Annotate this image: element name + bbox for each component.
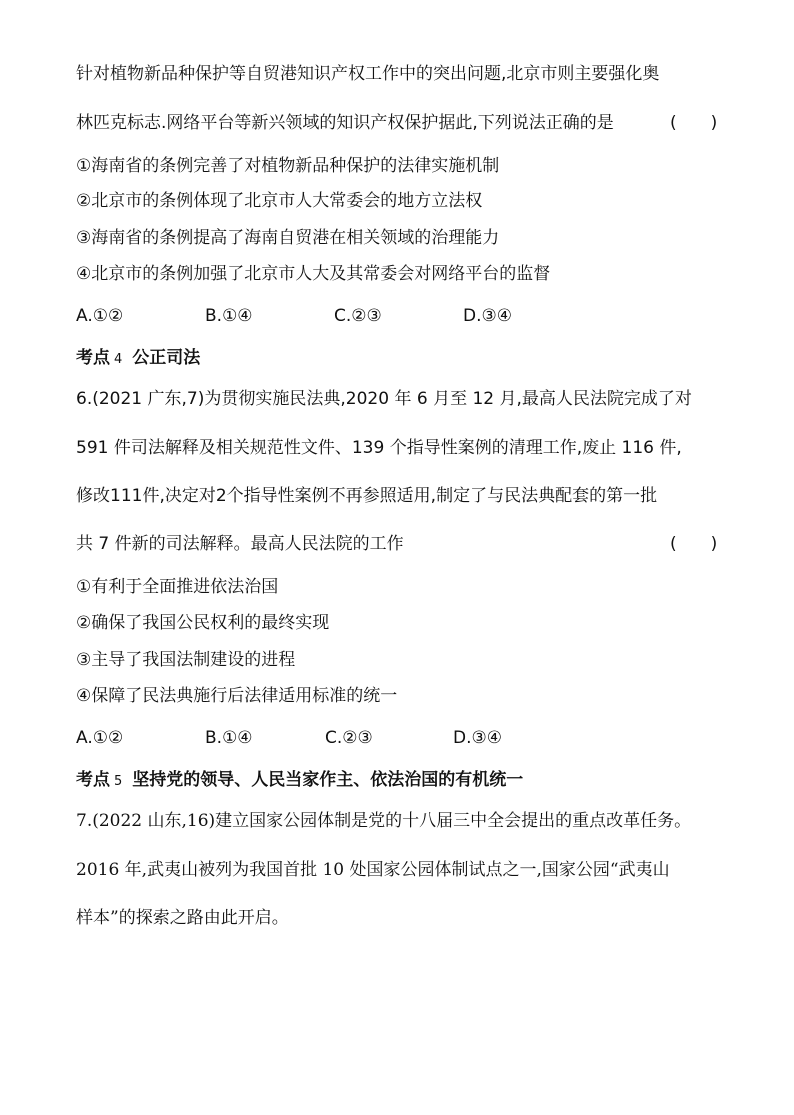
q5-stem-line-1: 针对植物新品种保护等自贸港知识产权工作中的突出问题,北京市则主要强化奥 [76, 64, 660, 84]
section-title: 公正司法 [132, 348, 201, 368]
q5-item-4: ④北京市的条例加强了北京市人大及其常委会对网络平台的监督 [76, 264, 551, 284]
q5-option-b: B.①④ [205, 306, 253, 326]
section-title: 坚持党的领导、人民当家作主、依法治国的有机统一 [132, 770, 524, 790]
q5-item-1: ①海南省的条例完善了对植物新品种保护的法律实施机制 [76, 156, 500, 176]
q6-option-a: A.①② [76, 728, 124, 748]
section-number: 5 [114, 774, 123, 789]
q5-stem-line-2: 林匹克标志.网络平台等新兴领域的知识产权保护据此,下列说法正确的是 [76, 113, 614, 133]
q5-option-c: C.②③ [334, 306, 382, 326]
q7-stem-line-2: 2016 年,武夷山被列为我国首批 10 处国家公园体制试点之一,国家公园“武夷山 [76, 860, 670, 880]
q7-stem-line-1: 7.(2022 山东,16)建立国家公园体制是党的十八届三中全会提出的重点改革任务。 [76, 811, 692, 831]
section-number: 4 [114, 352, 123, 367]
q7-stem-line-3: 样本”的探索之路由此开启。 [76, 908, 289, 928]
q6-answer-parens: ( ) [670, 534, 718, 554]
q6-item-4: ④保障了民法典施行后法律适用标准的统一 [76, 686, 398, 706]
q6-option-c: C.②③ [325, 728, 373, 748]
section-heading-5 [76, 769, 523, 793]
q6-stem-line-1: 6.(2021 广东,7)为贯彻实施民法典,2020 年 6 月至 12 月,最高人民法院完成了对 [76, 389, 692, 409]
q6-option-b: B.①④ [205, 728, 253, 748]
q6-item-1: ①有利于全面推进依法治国 [76, 577, 279, 597]
section-tag: 考点 [76, 770, 110, 790]
q6-stem-line-3: 修改111件,决定对2个指导性案例不再参照适用,制定了与民法典配套的第一批 [76, 486, 658, 506]
section-heading-4 [76, 347, 200, 371]
q5-option-d: D.③④ [463, 306, 512, 326]
q6-item-2: ②确保了我国公民权利的最终实现 [76, 613, 330, 633]
q5-item-3: ③海南省的条例提高了海南自贸港在相关领域的治理能力 [76, 228, 500, 248]
q5-answer-parens: ( ) [670, 113, 718, 133]
q5-option-a: A.①② [76, 306, 124, 326]
q6-item-3: ③主导了我国法制建设的进程 [76, 650, 296, 670]
q5-item-2: ②北京市的条例体现了北京市人大常委会的地方立法权 [76, 191, 483, 211]
q6-stem-line-2: 591 件司法解释及相关规范性文件、139 个指导性案例的清理工作,废止 116 件, [76, 438, 682, 458]
section-tag: 考点 [76, 348, 110, 368]
q6-stem-line-4: 共 7 件新的司法解释。最高人民法院的工作 [76, 534, 404, 554]
q6-option-d: D.③④ [453, 728, 502, 748]
